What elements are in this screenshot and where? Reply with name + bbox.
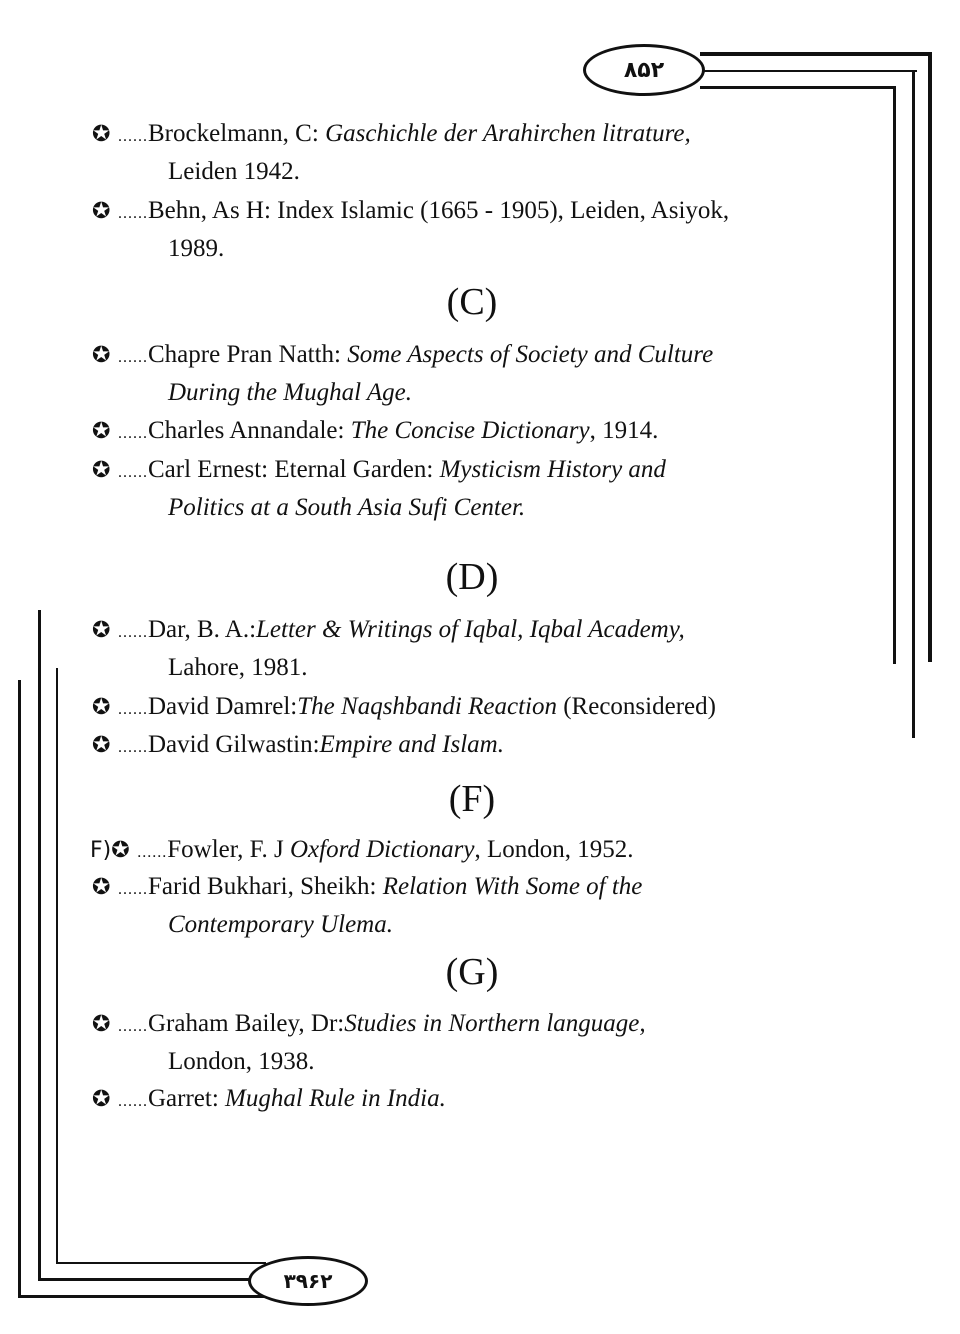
leader-dots: ...... <box>118 624 148 641</box>
bibliography-entry <box>92 193 860 266</box>
section-heading-g: (G) <box>445 951 499 993</box>
leader-dots: ...... <box>118 349 148 366</box>
bibliography-entry <box>92 452 860 525</box>
entry-title: Studies in Northern language, <box>344 1010 646 1037</box>
bibliography-entry <box>92 869 860 942</box>
page-number-top: ۸۵۲ <box>583 44 705 96</box>
leader-dots: ...... <box>118 205 148 222</box>
leader-dots: ...... <box>118 464 148 481</box>
entry-author: Brockelmann, C: <box>148 120 326 147</box>
entry-continuation: London, 1938. <box>168 1048 315 1075</box>
entry-author: David Gilwastin: <box>148 731 320 758</box>
star-bullet-icon: ✪ <box>92 458 111 483</box>
star-bullet-icon: ✪ <box>92 199 111 224</box>
page-number-bottom: ۳۹۶۲ <box>248 1256 368 1306</box>
entry-author: Charles Annandale: <box>148 417 351 444</box>
bibliography-entry <box>92 727 860 765</box>
entry-author: Fowler, F. J <box>167 836 290 863</box>
entry-author: David Damrel: <box>148 693 298 720</box>
entry-author: Graham Bailey, Dr: <box>148 1010 345 1037</box>
entry-continuation: Politics at a South Asia Sufi Center. <box>168 494 526 521</box>
bibliography-entry <box>92 116 860 189</box>
entry-continuation: 1989. <box>168 235 225 262</box>
leader-dots: ...... <box>118 1093 148 1110</box>
entry-title: The Concise Dictionary <box>350 417 590 444</box>
bibliography-entry <box>90 832 858 870</box>
leader-dots: ...... <box>118 128 148 145</box>
entry-author: Farid Bukhari, Sheikh: <box>148 873 383 900</box>
leader-dots: ...... <box>118 881 148 898</box>
section-heading-f: (F) <box>448 778 496 820</box>
star-bullet-icon: ✪ <box>92 419 111 444</box>
entry-author: Behn, As H: Index Islamic (1665 - 1905), Leiden, Asiyok, <box>148 197 730 224</box>
star-bullet-icon: ✪ <box>92 875 111 900</box>
entry-title: Mughal Rule in India. <box>225 1085 446 1112</box>
entry-title: The Naqshbandi Reaction <box>297 693 557 720</box>
bibliography-entry <box>92 612 860 685</box>
entry-author: Chapre Pran Natth: <box>148 341 348 368</box>
star-bullet-icon: ✪ <box>92 1087 111 1112</box>
bibliography-entry <box>92 1081 860 1119</box>
leader-dots: ...... <box>137 844 168 861</box>
entry-continuation: Lahore, 1981. <box>168 654 308 681</box>
entry-rest: , 1914. <box>589 417 659 444</box>
entry-title: Gaschichle der Arahirchen litrature, <box>325 120 691 147</box>
leader-dots: ...... <box>118 1018 148 1035</box>
entry-rest: , London, 1952. <box>474 836 634 863</box>
entry-title: Relation With Some of the <box>382 873 643 900</box>
star-bullet-icon: ✪ <box>92 618 111 643</box>
star-bullet-icon: ✪ <box>92 733 111 758</box>
entry-rest: (Reconsidered) <box>556 693 716 720</box>
star-bullet-icon: ✪ <box>92 695 111 720</box>
bibliography-entry <box>92 689 860 727</box>
star-bullet-icon: ✪ <box>92 343 111 368</box>
leader-dots: ...... <box>118 739 148 756</box>
entry-continuation: During the Mughal Age. <box>168 379 412 406</box>
bibliography-entry <box>92 413 860 451</box>
entry-title: Some Aspects of Society and Culture <box>347 341 714 368</box>
entry-continuation: Leiden 1942. <box>168 158 300 185</box>
entry-title: Mysticism History and <box>439 456 666 483</box>
section-heading-d: (D) <box>445 556 499 598</box>
entry-prefix: F) <box>90 838 112 863</box>
entry-title: Empire and Islam. <box>319 731 504 758</box>
entry-author: Dar, B. A.: <box>148 616 257 643</box>
star-bullet-icon: ✪ <box>111 838 130 863</box>
leader-dots: ...... <box>118 425 148 442</box>
star-bullet-icon: ✪ <box>92 1012 111 1037</box>
entry-title: Oxford Dictionary <box>289 836 475 863</box>
leader-dots: ...... <box>118 701 148 718</box>
star-bullet-icon: ✪ <box>92 122 111 147</box>
entry-author: Garret: <box>148 1085 226 1112</box>
bibliography-entry <box>92 337 860 410</box>
entry-title: Letter & Writings of Iqbal, Iqbal Academy, <box>256 616 685 643</box>
entry-author: Carl Ernest: Eternal Garden: <box>148 456 440 483</box>
section-heading-c: (C) <box>446 281 498 323</box>
bibliography-entry <box>92 1006 860 1079</box>
entry-continuation: Contemporary Ulema. <box>168 911 393 938</box>
